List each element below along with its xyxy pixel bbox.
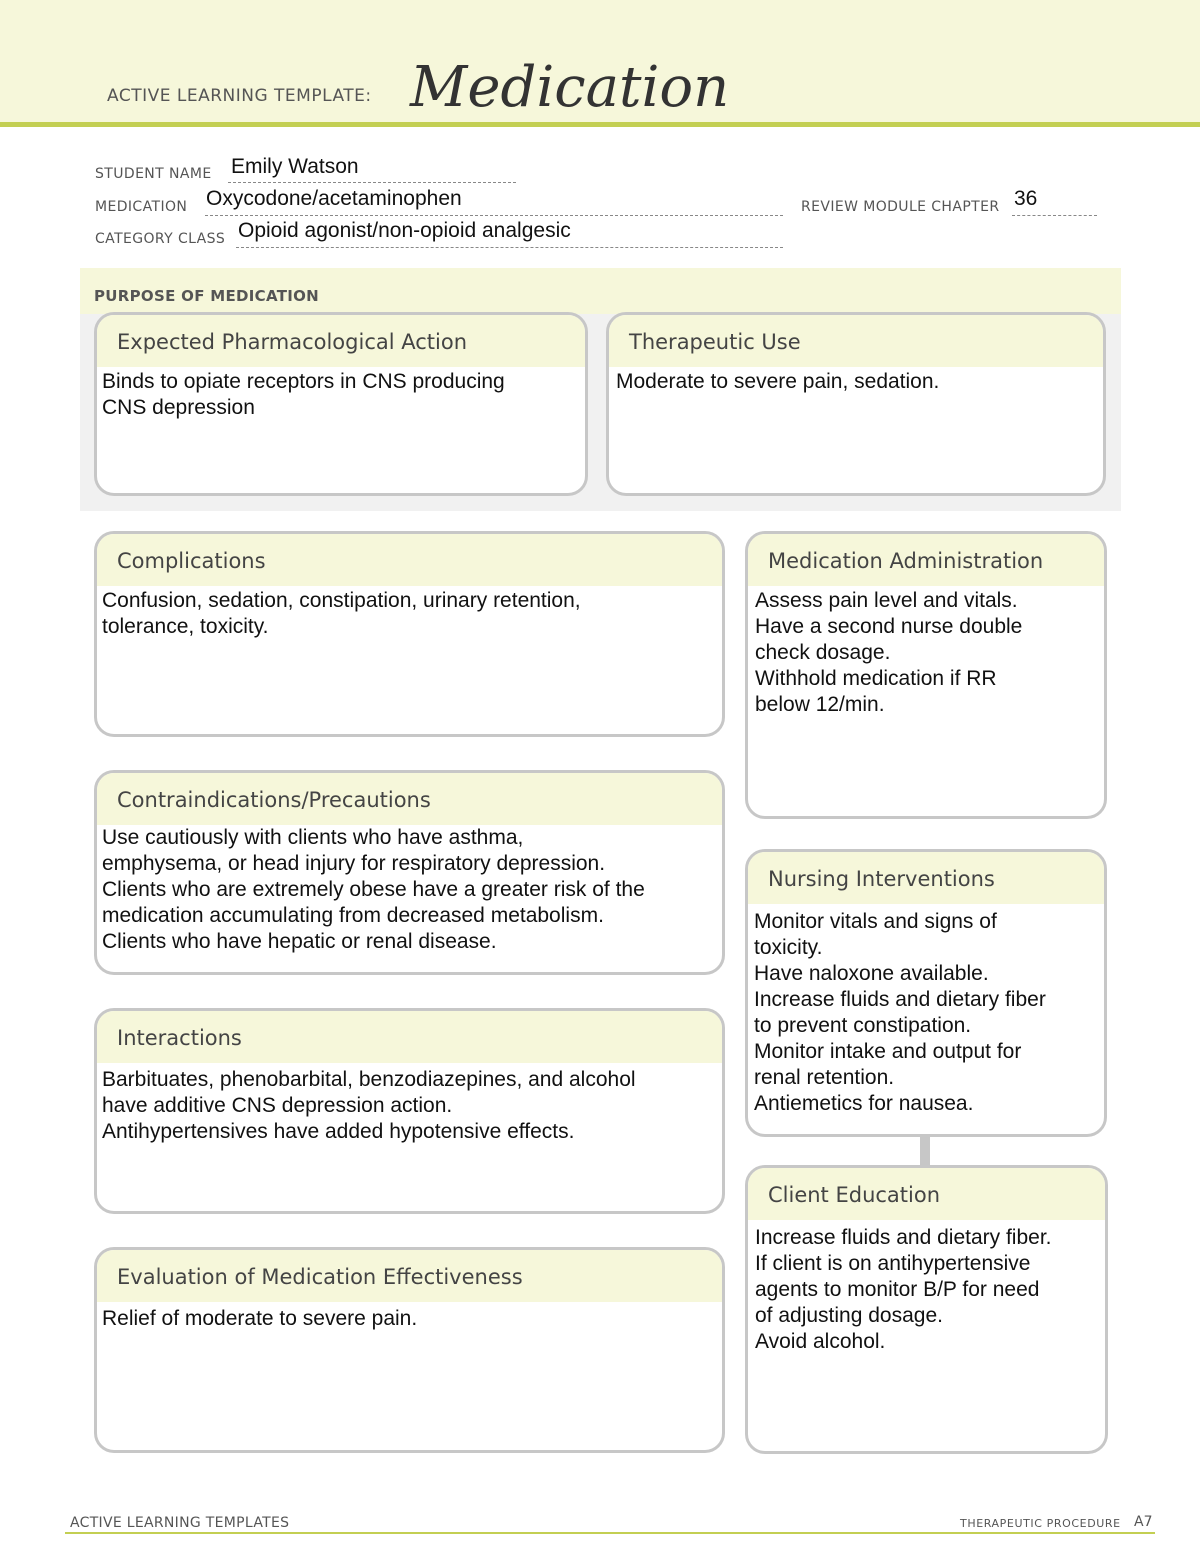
expected-action-card xyxy=(94,312,588,496)
contraindications-card xyxy=(94,770,725,975)
complications-body[interactable]: Confusion, sedation, constipation, urinary retention, tolerance, toxicity. xyxy=(102,589,581,638)
evaluation-card xyxy=(94,1247,725,1453)
review-module-chapter-field[interactable]: 36 xyxy=(1014,187,1038,210)
expected-action-title: Expected Pharmacological Action xyxy=(97,315,585,367)
complications-card xyxy=(94,531,725,737)
interactions-card xyxy=(94,1008,725,1214)
medication-administration-card xyxy=(745,531,1107,819)
review-module-chapter-label: REVIEW MODULE CHAPTER xyxy=(801,199,1000,215)
header-rule xyxy=(0,122,1200,127)
review-module-chapter-line xyxy=(1012,215,1097,216)
contraindications-body[interactable]: Use cautiously with clients who have asthma, emphysema, or head injury for respiratory depression. Clients who are extremely obese have a greater risk of the medication accumulating from decreased metabolism. Clients who have hepatic or renal disease. xyxy=(102,826,645,953)
medication-administration-title: Medication Administration xyxy=(748,534,1104,586)
medication-administration-body[interactable]: Assess pain level and vitals. Have a second nurse double check dosage. Withhold medication if RR below 12/min. xyxy=(755,589,1023,716)
page-title: Medication xyxy=(410,55,730,120)
connector-bar xyxy=(920,1135,930,1167)
evaluation-title: Evaluation of Medication Effectiveness xyxy=(97,1250,722,1302)
client-education-card xyxy=(745,1165,1108,1454)
interactions-body[interactable]: Barbituates, phenobarbital, benzodiazepines, and alcohol have additive CNS depression action. Antihypertensives have added hypotensive effects. xyxy=(102,1068,636,1143)
client-education-body[interactable]: Increase fluids and dietary fiber. If client is on antihypertensive agents to monitor B/P for need of adjusting dosage. Avoid alcohol. xyxy=(755,1226,1052,1353)
footer-left: ACTIVE LEARNING TEMPLATES xyxy=(70,1515,290,1531)
student-name-line xyxy=(228,182,516,183)
category-class-label: CATEGORY CLASS xyxy=(95,231,226,247)
therapeutic-use-body[interactable]: Moderate to severe pain, sedation. xyxy=(616,370,940,393)
contraindications-title: Contraindications/Precautions xyxy=(97,773,722,825)
medication-field[interactable]: Oxycodone/acetaminophen xyxy=(206,187,462,210)
complications-title: Complications xyxy=(97,534,722,586)
category-class-line xyxy=(236,247,783,248)
interactions-title: Interactions xyxy=(97,1011,722,1063)
footer-right: THERAPEUTIC PROCEDURE xyxy=(960,1517,1121,1530)
nursing-interventions-title: Nursing Interventions xyxy=(748,852,1104,904)
expected-action-body[interactable]: Binds to opiate receptors in CNS producing CNS depression xyxy=(102,370,505,419)
student-name-label: STUDENT NAME xyxy=(95,166,212,182)
page-number: A7 xyxy=(1134,1514,1153,1530)
medication-label: MEDICATION xyxy=(95,199,188,215)
medication-line xyxy=(205,215,783,216)
template-label: ACTIVE LEARNING TEMPLATE: xyxy=(107,86,372,106)
client-education-title: Client Education xyxy=(748,1168,1105,1220)
evaluation-body[interactable]: Relief of moderate to severe pain. xyxy=(102,1307,418,1330)
purpose-label: PURPOSE OF MEDICATION xyxy=(94,287,320,305)
category-class-field[interactable]: Opioid agonist/non-opioid analgesic xyxy=(238,219,571,242)
student-name-field[interactable]: Emily Watson xyxy=(231,155,359,178)
footer-rule xyxy=(65,1532,1155,1534)
nursing-interventions-card xyxy=(745,849,1107,1137)
therapeutic-use-card xyxy=(606,312,1106,496)
therapeutic-use-title: Therapeutic Use xyxy=(609,315,1103,367)
nursing-interventions-body[interactable]: Monitor vitals and signs of toxicity. Have naloxone available. Increase fluids and dietary fiber to prevent constipation. Monitor intake and output for renal retention. Antiemetics for nausea. xyxy=(754,910,1046,1115)
